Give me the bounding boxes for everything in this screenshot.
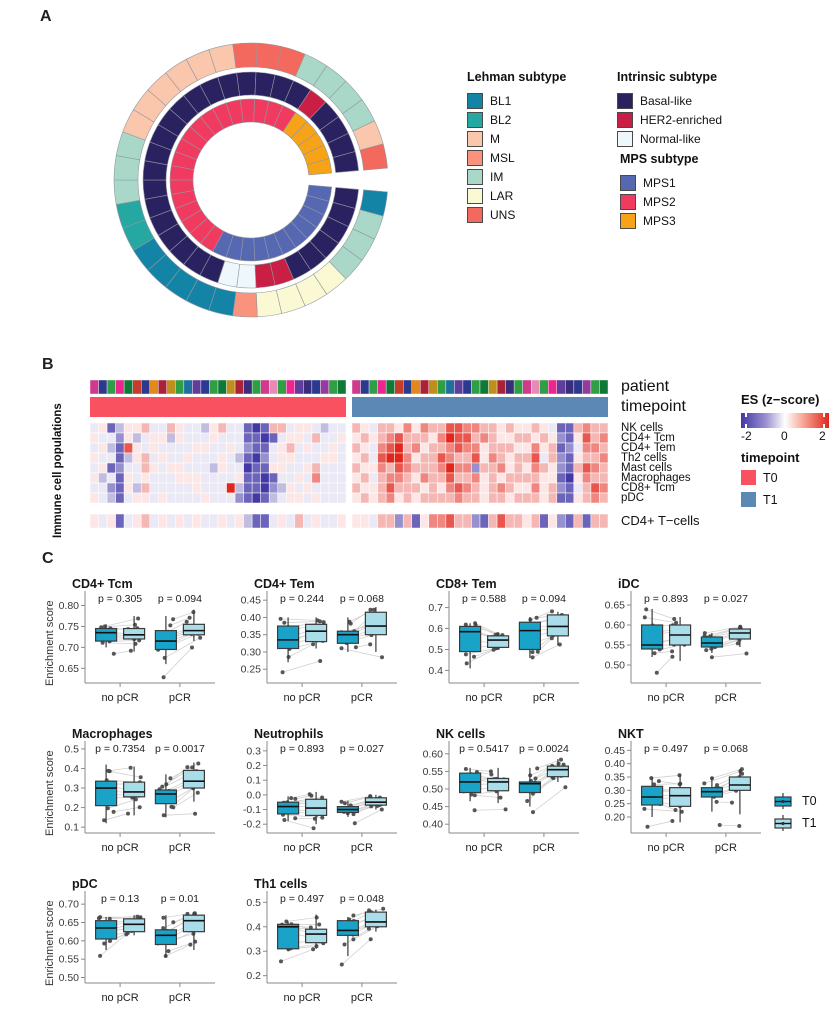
legend-item-label: MPS2 — [643, 194, 676, 209]
svg-text:0.20: 0.20 — [604, 811, 625, 824]
group-label: pCR — [168, 692, 191, 704]
es-gradient-bar — [741, 413, 829, 428]
boxplot-svg — [40, 725, 220, 873]
legend-group-title: Lehman subtype — [467, 70, 567, 84]
es-legend-title: ES (z−score) — [741, 392, 820, 407]
group-label: no pCR — [101, 992, 139, 1004]
timepoint-swatch-T1 — [741, 492, 756, 507]
p-value-label: p = 0.305 — [98, 593, 143, 605]
jitter-points — [97, 610, 202, 679]
boxplot-title: Macrophages — [72, 727, 153, 741]
boxplot-legend-item-T0 — [772, 790, 817, 812]
group-label: no pCR — [647, 692, 685, 704]
legend-item-HER2-enriched — [617, 110, 722, 129]
legend-swatch-MPS2 — [620, 194, 636, 210]
p-value-label: p = 0.048 — [339, 893, 384, 905]
panel-c-label: C — [42, 550, 54, 567]
svg-text:0.30: 0.30 — [604, 784, 625, 797]
legend-item-IM — [467, 167, 566, 186]
boxplot-legend — [772, 790, 817, 834]
legend-item-MPS3 — [620, 211, 699, 230]
boxplot-title: iDC — [618, 577, 640, 591]
boxplot-svg — [40, 575, 220, 723]
p-value-label: p = 0.497 — [280, 893, 325, 905]
svg-text:0.40: 0.40 — [422, 818, 443, 831]
boxplot-legend-label: T1 — [802, 816, 817, 830]
group-label: no pCR — [283, 692, 321, 704]
group-label: no pCR — [101, 692, 139, 704]
svg-text:0.45: 0.45 — [604, 744, 625, 757]
legend-box-glyph — [772, 813, 796, 833]
legend-item-label: Normal-like — [640, 131, 701, 146]
boxplot-svg — [586, 725, 766, 873]
heatmap — [85, 376, 620, 536]
heatmap-row-label-7: pDC — [621, 492, 645, 504]
svg-text:0.0: 0.0 — [246, 789, 261, 802]
heatmap-block-T0 — [90, 380, 346, 528]
svg-text:0.3: 0.3 — [246, 745, 261, 758]
boxplot-title: Neutrophils — [254, 727, 324, 741]
legend-swatch-MPS3 — [620, 213, 636, 229]
boxplot-panel-neutrophils — [222, 725, 402, 878]
heatmap-patient-label: patient — [621, 378, 670, 395]
legend-item-MSL — [467, 148, 566, 167]
svg-text:0.7: 0.7 — [428, 602, 443, 615]
group-label: pCR — [714, 842, 737, 854]
p-value-label: p = 0.497 — [644, 743, 689, 755]
group-label: pCR — [532, 842, 555, 854]
svg-text:0.50: 0.50 — [58, 972, 79, 984]
heatmap-block-T1 — [352, 380, 608, 528]
boxplot-panel-th1-cells — [222, 875, 402, 1028]
legend-group-title: MPS subtype — [620, 152, 699, 166]
panel-b-label: B — [42, 356, 54, 373]
boxplot-svg — [40, 875, 220, 1023]
legend-item-label: BL2 — [490, 112, 512, 127]
boxplot-panel-cd4-tem — [222, 575, 402, 728]
legend-item-label: BL1 — [490, 93, 512, 108]
p-value-label: p = 0.588 — [462, 593, 507, 605]
svg-text:-0.1: -0.1 — [242, 804, 261, 817]
timepoint-item-label: T0 — [763, 470, 778, 485]
legend-item-M — [467, 129, 566, 148]
p-value-label: p = 0.0024 — [518, 743, 569, 755]
boxplot-svg — [222, 575, 402, 723]
svg-text:0.35: 0.35 — [604, 771, 625, 784]
legend-swatch-UNS — [467, 207, 483, 223]
enrichment-score-label-row3: Enrichment score — [44, 900, 56, 986]
heatmap-row-label-0: NK cells — [621, 422, 664, 434]
p-value-label: p = 0.068 — [703, 743, 748, 755]
svg-text:0.4: 0.4 — [246, 921, 261, 934]
enrichment-score-label-row2: Enrichment score — [44, 750, 56, 836]
group-label: no pCR — [101, 842, 139, 854]
group-label: pCR — [168, 842, 191, 854]
es-legend-ticks: -2 0 2 — [741, 429, 826, 443]
group-label: no pCR — [283, 992, 321, 1004]
legend-swatch-LAR — [467, 188, 483, 204]
group-label: pCR — [168, 992, 191, 1004]
legend-item-label: M — [490, 131, 500, 146]
enrichment-score-label-row1: Enrichment score — [44, 600, 56, 686]
svg-text:0.80: 0.80 — [58, 599, 79, 612]
boxplot-panel-pdc — [40, 875, 220, 1028]
svg-text:0.55: 0.55 — [422, 765, 443, 778]
boxplot-panel-nk-cells — [404, 725, 584, 878]
heatmap-row-label-1: CD4+ Tcm — [621, 432, 675, 444]
svg-text:0.50: 0.50 — [422, 783, 443, 796]
p-value-label: p = 0.893 — [280, 743, 325, 755]
legend-swatch-HER2-enriched — [617, 112, 633, 128]
legend-swatch-BL1 — [467, 93, 483, 109]
p-value-label: p = 0.244 — [280, 593, 325, 605]
legend-swatch-IM — [467, 169, 483, 185]
p-value-label: p = 0.5417 — [459, 743, 510, 755]
svg-text:0.75: 0.75 — [58, 620, 79, 633]
boxplot-svg — [222, 875, 402, 1023]
legend-item-label: IM — [490, 169, 504, 184]
p-value-label: p = 0.893 — [644, 593, 689, 605]
svg-text:0.5: 0.5 — [428, 643, 443, 656]
legend-group-1 — [617, 70, 722, 148]
heatmap-row-label-4: Mast cells — [621, 462, 673, 474]
svg-text:0.4: 0.4 — [428, 664, 443, 677]
svg-text:0.50: 0.50 — [604, 659, 625, 672]
group-label: no pCR — [283, 842, 321, 854]
group-label: pCR — [714, 692, 737, 704]
svg-text:0.5: 0.5 — [246, 896, 261, 909]
legend-swatch-Basal-like — [617, 93, 633, 109]
boxplot-panel-cd8-tem — [404, 575, 584, 728]
heatmap-row-label-5: Macrophages — [621, 472, 691, 484]
boxplot-svg — [586, 575, 766, 723]
svg-text:0.3: 0.3 — [64, 782, 79, 795]
svg-text:0.60: 0.60 — [422, 748, 443, 761]
legend-group-2 — [620, 152, 699, 230]
svg-text:0.65: 0.65 — [58, 917, 79, 929]
heatmap-y-axis-label: Immune cell populations — [52, 403, 64, 538]
legend-item-Basal-like — [617, 91, 722, 110]
timepoint-swatch-T0 — [741, 470, 756, 485]
legend-item-Normal-like — [617, 129, 722, 148]
legend-item-label: Basal-like — [640, 93, 693, 108]
boxplot-svg — [404, 575, 584, 723]
svg-text:0.40: 0.40 — [604, 758, 625, 771]
legend-item-label: MPS3 — [643, 213, 676, 228]
group-label: pCR — [350, 692, 373, 704]
sunburst-chart — [80, 12, 425, 347]
svg-text:0.55: 0.55 — [604, 639, 625, 652]
group-label: pCR — [350, 842, 373, 854]
legend-item-MPS1 — [620, 173, 699, 192]
svg-text:0.70: 0.70 — [58, 898, 79, 911]
boxplot-panel-cd4-tcm — [40, 575, 220, 728]
svg-text:0.6: 0.6 — [428, 623, 443, 636]
boxplot-panel-nkt — [586, 725, 766, 878]
legend-item-BL2 — [467, 110, 566, 129]
svg-text:0.25: 0.25 — [240, 663, 261, 676]
svg-text:0.2: 0.2 — [246, 760, 261, 773]
p-value-label: p = 0.094 — [157, 593, 202, 605]
svg-text:0.45: 0.45 — [422, 801, 443, 814]
p-value-label: p = 0.7354 — [95, 743, 146, 755]
svg-text:0.3: 0.3 — [246, 945, 261, 958]
boxplot-panel-idc — [586, 575, 766, 728]
svg-text:0.55: 0.55 — [58, 953, 79, 966]
legend-swatch-MPS1 — [620, 175, 636, 191]
svg-text:0.25: 0.25 — [604, 798, 625, 811]
p-value-label: p = 0.0017 — [154, 743, 205, 755]
group-label: no pCR — [465, 842, 503, 854]
legend-swatch-BL2 — [467, 112, 483, 128]
boxplot-title: CD4+ Tcm — [72, 577, 133, 591]
legend-item-label: LAR — [490, 188, 514, 203]
svg-text:0.40: 0.40 — [240, 611, 261, 624]
svg-text:0.1: 0.1 — [64, 821, 79, 834]
svg-text:0.70: 0.70 — [58, 641, 79, 654]
legend-item-label: UNS — [490, 207, 516, 222]
group-label: pCR — [350, 992, 373, 1004]
boxplot-title: NKT — [618, 727, 644, 741]
svg-text:0.65: 0.65 — [604, 599, 625, 612]
boxplot-panel-macrophages — [40, 725, 220, 878]
heatmap-row-label-3: Th2 cells — [621, 452, 668, 464]
boxplot-legend-item-T1 — [772, 812, 817, 834]
heatmap-row-label-6: CD8+ Tcm — [621, 482, 675, 494]
legend-box-glyph — [772, 791, 796, 811]
es-legend — [741, 392, 833, 509]
svg-text:-0.2: -0.2 — [242, 818, 261, 831]
legend-item-label: MSL — [490, 150, 515, 165]
group-label: no pCR — [647, 842, 685, 854]
legend-group-0 — [467, 70, 566, 224]
p-value-label: p = 0.094 — [521, 593, 566, 605]
svg-text:0.60: 0.60 — [604, 619, 625, 632]
p-value-label: p = 0.027 — [703, 593, 748, 605]
p-value-label: p = 0.01 — [160, 893, 200, 905]
panel-a-label: A — [40, 8, 52, 25]
svg-text:0.1: 0.1 — [246, 774, 261, 787]
svg-text:0.30: 0.30 — [240, 646, 261, 659]
heatmap-timepoint-label: timepoint — [621, 398, 686, 415]
timepoint-legend-title: timepoint — [741, 450, 800, 465]
legend-swatch-M — [467, 131, 483, 147]
boxplot-svg — [404, 725, 584, 873]
svg-text:0.45: 0.45 — [240, 594, 261, 607]
boxplot-title: CD8+ Tem — [436, 577, 497, 591]
p-value-label: p = 0.027 — [339, 743, 384, 755]
boxplot-title: Th1 cells — [254, 877, 308, 891]
legend-item-BL1 — [467, 91, 566, 110]
legend-swatch-MSL — [467, 150, 483, 166]
legend-item-LAR — [467, 186, 566, 205]
legend-item-label: MPS1 — [643, 175, 676, 190]
heatmap-extra-row-label: CD4+ T−cells — [621, 513, 700, 528]
legend-swatch-Normal-like — [617, 131, 633, 147]
legend-group-title: Intrinsic subtype — [617, 70, 718, 84]
legend-item-UNS — [467, 205, 566, 224]
p-value-label: p = 0.13 — [100, 893, 140, 905]
svg-text:0.4: 0.4 — [64, 762, 79, 775]
legend-item-label: HER2-enriched — [640, 112, 723, 127]
svg-text:0.60: 0.60 — [58, 935, 79, 948]
boxplot-title: pDC — [72, 877, 98, 891]
svg-text:0.65: 0.65 — [58, 662, 79, 675]
timepoint-legend-items — [741, 468, 833, 509]
heatmap-row-label-2: CD4+ Tem — [621, 442, 676, 454]
timepoint-item-label: T1 — [763, 492, 778, 507]
svg-text:0.2: 0.2 — [64, 802, 79, 815]
sunburst-ring-mps-inner — [170, 99, 332, 261]
svg-text:0.35: 0.35 — [240, 629, 261, 642]
boxplot-legend-label: T0 — [802, 794, 817, 808]
boxplot-title: CD4+ Tem — [254, 577, 315, 591]
boxplot-svg — [222, 725, 402, 873]
legend-item-MPS2 — [620, 192, 699, 211]
svg-text:0.2: 0.2 — [246, 970, 261, 983]
timepoint-legend-item-T1 — [741, 490, 833, 509]
boxplot-title: NK cells — [436, 727, 486, 741]
svg-text:0.5: 0.5 — [64, 743, 79, 756]
p-value-label: p = 0.068 — [339, 593, 384, 605]
timepoint-legend-item-T0 — [741, 468, 833, 487]
group-label: pCR — [532, 692, 555, 704]
group-label: no pCR — [465, 692, 503, 704]
